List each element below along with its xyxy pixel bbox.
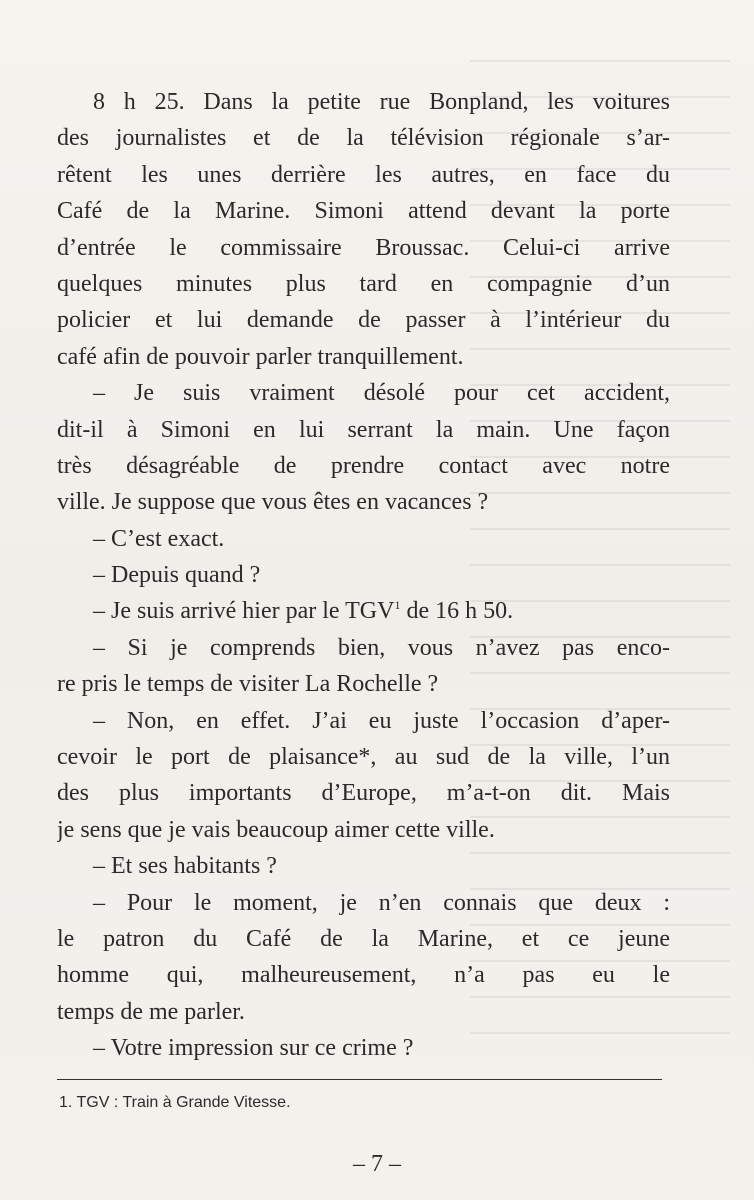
text-line: le patron du Café de la Marine, et ce jeune: [57, 925, 670, 952]
text-line: d’entrée le commissaire Broussac. Celui-ci arrive: [57, 234, 670, 261]
page-number: – 7 –: [353, 1151, 401, 1177]
text-line-part: de 16 h 50.: [400, 598, 514, 625]
footnote-marker: 1: [394, 598, 401, 613]
text-line: – Votre impression sur ce crime ?: [93, 1035, 414, 1062]
text-line: – Pour le moment, je n’en connais que deux :: [93, 889, 670, 916]
text-line: – C’est exact.: [93, 525, 225, 552]
footnote-rule: [57, 1079, 662, 1080]
footnote: 1. TGV : Train à Grande Vitesse.: [59, 1094, 291, 1111]
text-line: je sens que je vais beaucoup aimer cette ville.: [57, 816, 495, 843]
text-line: – Non, en effet. J’ai eu juste l’occasion d’aper-: [93, 707, 670, 734]
text-line: très désagréable de prendre contact avec notre: [57, 452, 670, 479]
text-line: cevoir le port de plaisance*, au sud de la ville, l’un: [57, 744, 670, 771]
text-line: temps de me parler.: [57, 998, 245, 1025]
text-line: re pris le temps de visiter La Rochelle ?: [57, 671, 439, 698]
text-line: ville. Je suppose que vous êtes en vacances ?: [57, 489, 489, 516]
text-line: dit-il à Simoni en lui serrant la main. Une façon: [57, 416, 670, 443]
text-line: – Et ses habitants ?: [93, 853, 277, 880]
text-line-part: – Je suis arrivé hier par le TGV: [93, 598, 395, 625]
text-line: policier et lui demande de passer à l’intérieur du: [57, 307, 670, 334]
text-line: – Si je comprends bien, vous n’avez pas enco-: [93, 634, 670, 661]
text-line: café afin de pouvoir parler tranquillement.: [57, 343, 464, 370]
text-line: des journalistes et de la télévision régionale s’ar-: [57, 125, 670, 152]
text-line: Café de la Marine. Simoni attend devant la porte: [57, 198, 670, 225]
text-line: 8 h 25. Dans la petite rue Bonpland, les voitures: [93, 89, 670, 115]
text-line: homme qui, malheureusement, n’a pas eu le: [57, 962, 670, 989]
text-line: – Depuis quand ?: [93, 562, 261, 589]
text-line: rêtent les unes derrière les autres, en face du: [57, 161, 670, 188]
text-line: [57, 593, 670, 629]
text-line: quelques minutes plus tard en compagnie d’un: [57, 270, 670, 297]
text-line: des plus importants d’Europe, m’a-t-on dit. Mais: [57, 780, 670, 807]
text-line: – Je suis vraiment désolé pour cet accident,: [93, 380, 670, 407]
body-text: [57, 84, 670, 1067]
